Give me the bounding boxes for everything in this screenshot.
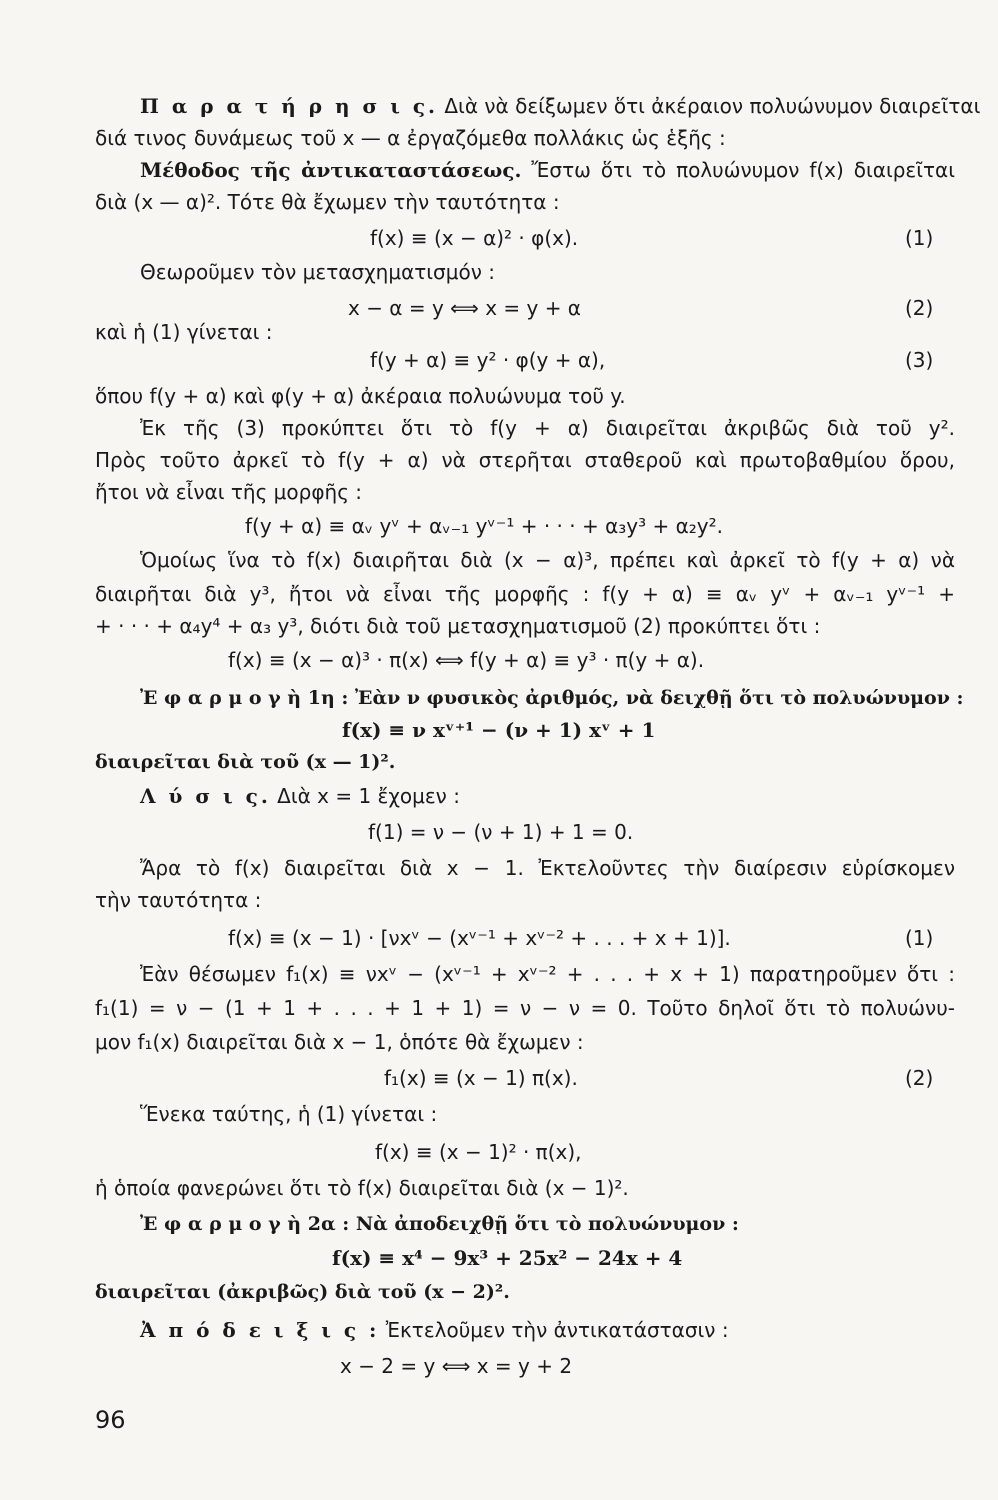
equation: x − 2 = y ⟺ x = y + 2: [340, 1354, 573, 1378]
equation-number: (1): [905, 226, 934, 250]
equation: f(x) ≡ (x − α)³ · π(x) ⟺ f(y + α) ≡ y³ · π(y + α).: [228, 648, 705, 672]
text-line: ἤτοι νὰ εἶναι τῆς μορφῆς :: [95, 480, 363, 504]
bold-text-line: διαιρεῖται (ἀκριβῶς) διὰ τοῦ (x − 2)².: [95, 1281, 510, 1303]
equation-number: (3): [905, 348, 934, 372]
text-line: διαιρῆται διὰ y³, ἤτοι νὰ εἶναι τῆς μορφῆς : f(y + α) ≡ αᵥ yᵛ + αᵥ₋₁ yᵛ⁻¹ +: [95, 582, 955, 606]
remark-text: Διὰ νὰ δείξωμεν ὅτι ἀκέραιον πολυώνυμον διαιρεῖται: [438, 94, 981, 118]
text-line: Ἐκ τῆς (3) προκύπτει ὅτι τὸ f(y + α) διαιρεῖται ἀκριβῶς διὰ τοῦ y².: [140, 416, 955, 440]
method-label: Μέθοδος τῆς ἀντικαταστάσεως.: [140, 158, 522, 182]
text-line: f₁(1) = ν − (1 + 1 + . . . + 1 + 1) = ν − ν = 0. Τοῦτο δηλοῖ ὅτι τὸ πολυώνυ-: [95, 996, 955, 1020]
text-line: διά τινος δυνάμεως τοῦ x — α ἐργαζόμεθα πολλάκις ὡς ἑξῆς :: [95, 126, 726, 150]
text-line: ἡ ὁποία φανερώνει ὅτι τὸ f(x) διαιρεῖται διὰ (x − 1)².: [95, 1176, 629, 1200]
text-line: μον f₁(x) διαιρεῖται διὰ x − 1, ὁπότε θὰ ἔχωμεν :: [95, 1030, 584, 1054]
text-line: διὰ (x — α)². Τότε θὰ ἔχωμεν τὴν ταυτότητα :: [95, 190, 560, 214]
equation: f(x) ≡ (x − 1) · [νxᵛ − (xᵛ⁻¹ + xᵛ⁻² + . . . + x + 1)].: [228, 926, 731, 950]
equation: f(y + α) ≡ αᵥ yᵛ + αᵥ₋₁ yᵛ⁻¹ + · · · + α₃y³ + α₂y².: [245, 514, 724, 538]
solution-text: Διὰ x = 1 ἔχομεν :: [270, 784, 460, 808]
text-line: + · · · + α₄y⁴ + α₃ y³, διότι διὰ τοῦ μετασχηματισμοῦ (2) προκύπτει ὅτι :: [95, 614, 821, 638]
bold-text-line: διαιρεῖται διὰ τοῦ (x — 1)².: [95, 751, 396, 773]
text-line: Ἕνεκα ταύτης, ἡ (1) γίνεται :: [140, 1102, 438, 1126]
page-number: 96: [95, 1406, 126, 1434]
remark-heading-line: [140, 92, 981, 120]
text-line: Θεωροῦμεν τὸν μετασχηματισμόν :: [140, 260, 495, 284]
equation: f(x) ≡ (x − α)² · φ(x).: [370, 226, 579, 250]
method-heading-line: [140, 156, 955, 184]
text-line: τὴν ταυτότητα :: [95, 888, 262, 912]
text-line: Ἄρα τὸ f(x) διαιρεῖται διὰ x − 1. Ἐκτελοῦντες τὴν διαίρεσιν εὑρίσκομεν: [140, 856, 955, 880]
text-line: Πρὸς τοῦτο ἀρκεῖ τὸ f(y + α) νὰ στερῆται σταθεροῦ καὶ πρωτοβαθμίου ὅρου,: [95, 448, 955, 472]
proof-line: [140, 1316, 955, 1344]
equation: f(1) = ν − (ν + 1) + 1 = 0.: [368, 820, 634, 844]
text-line: καὶ ἡ (1) γίνεται :: [95, 320, 273, 344]
bold-equation: f(x) ≡ ν xᵛ⁺¹ − (ν + 1) xᵛ + 1: [342, 718, 656, 742]
equation: x − α = y ⟺ x = y + α: [348, 296, 581, 320]
proof-text: Ἐκτελοῦμεν τὴν ἀντικατάστασιν :: [379, 1318, 729, 1342]
equation-number: (2): [905, 296, 934, 320]
equation: f(y + α) ≡ y² · φ(y + α),: [370, 348, 606, 372]
text-line: ὅπου f(y + α) καὶ φ(y + α) ἀκέραια πολυώνυμα τοῦ y.: [95, 384, 626, 408]
bold-equation: f(x) ≡ x⁴ − 9x³ + 25x² − 24x + 4: [332, 1246, 683, 1270]
text-line: Ἐὰν θέσωμεν f₁(x) ≡ νxᵛ − (xᵛ⁻¹ + xᵛ⁻² + . . . + x + 1) παρατηροῦμεν ὅτι :: [140, 962, 955, 986]
equation-number: (2): [905, 1066, 934, 1090]
application-1-heading: Ἐ φ α ρ μ ο γ ὴ 1η : Ἐὰν ν φυσικὸς ἀριθμός, νὰ δειχθῇ ὅτι τὸ πολυώνυμον :: [140, 687, 964, 709]
solution-label: Λ ύ σ ι ς.: [140, 784, 271, 808]
equation-number: (1): [905, 926, 934, 950]
equation: f(x) ≡ (x − 1)² · π(x),: [375, 1140, 582, 1164]
text-line: Ὁμοίως ἵνα τὸ f(x) διαιρῆται διὰ (x − α)³, πρέπει καὶ ἀρκεῖ τὸ f(y + α) νὰ: [140, 548, 955, 572]
solution-line: [140, 782, 955, 810]
remark-label: Π α ρ α τ ή ρ η σ ι ς.: [140, 94, 439, 118]
proof-label: Ἀ π ό δ ε ι ξ ι ς :: [140, 1318, 380, 1342]
method-text: Ἔστω ὅτι τὸ πολυώνυμον f(x) διαιρεῖται: [521, 158, 956, 182]
equation: f₁(x) ≡ (x − 1) π(x).: [384, 1066, 578, 1090]
application-2-heading: Ἐ φ α ρ μ ο γ ὴ 2α : Νὰ ἀποδειχθῇ ὅτι τὸ πολυώνυμον :: [140, 1213, 739, 1235]
